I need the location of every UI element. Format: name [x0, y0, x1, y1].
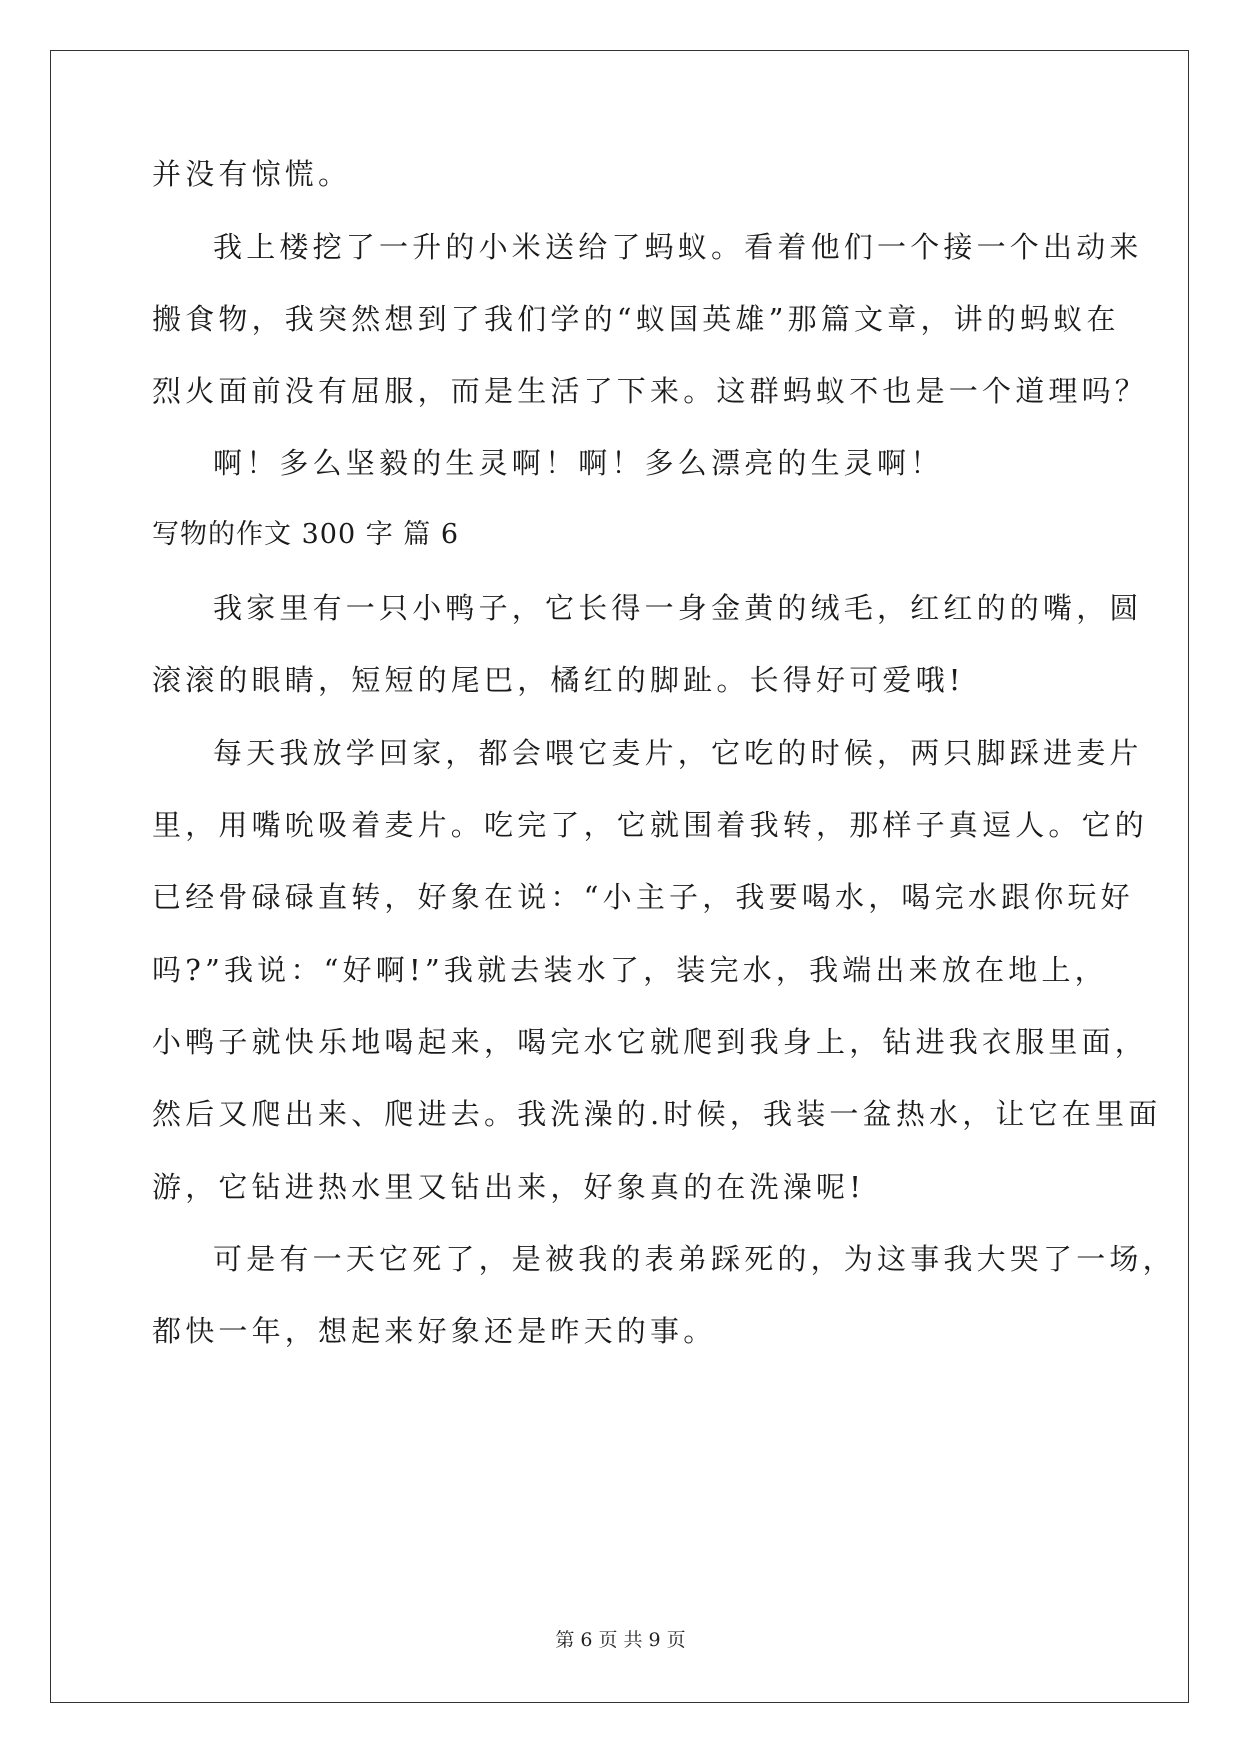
text-line: 搬食物，我突然想到了我们学的“蚁国英雄”那篇文章，讲的蚂蚁在: [152, 302, 1120, 336]
page-number-footer: 第 6 页 共 9 页: [555, 1629, 686, 1651]
text-line: 吗?”我说：“好啊!”我就去装水了，装完水，我端出来放在地上，: [152, 953, 1108, 987]
text-line: 滚滚的眼睛，短短的尾巴，橘红的脚趾。长得好可爱哦!: [152, 663, 965, 697]
text-line: 烈火面前没有屈服，而是生活了下来。这群蚂蚁不也是一个道理吗？: [152, 374, 1149, 408]
text-line: 然后又爬出来、爬进去。我洗澡的.时候，我装一盆热水，让它在里面: [152, 1097, 1162, 1131]
paragraph-line: 啊！多么坚毅的生灵啊！啊！多么漂亮的生灵啊！: [213, 446, 944, 480]
page-border: [50, 50, 1189, 1703]
section-heading: 写物的作文 300 字 篇 6: [152, 519, 460, 550]
paragraph-line: 我家里有一只小鸭子，它长得一身金黄的绒毛，红红的的嘴，圆: [213, 591, 1143, 625]
paragraph-line: 我上楼挖了一升的小米送给了蚂蚁。看着他们一个接一个出动来: [213, 230, 1143, 264]
paragraph-line: 每天我放学回家，都会喂它麦片，它吃的时候，两只脚踩进麦片: [213, 736, 1143, 770]
text-line: 并没有惊慌。: [152, 157, 352, 191]
text-line: 里，用嘴吮吸着麦片。吃完了，它就围着我转，那样子真逗人。它的: [152, 808, 1149, 842]
text-line: 游，它钻进热水里又钻出来，好象真的在洗澡呢!: [152, 1170, 866, 1204]
text-line: 都快一年，想起来好象还是昨天的事。: [152, 1314, 717, 1348]
paragraph-line: 可是有一天它死了，是被我的表弟踩死的，为这事我大哭了一场，: [213, 1242, 1176, 1276]
text-line: 小鸭子就快乐地喝起来，喝完水它就爬到我身上，钻进我衣服里面，: [152, 1025, 1149, 1059]
text-line: 已经骨碌碌直转，好象在说：“小主子，我要喝水，喝完水跟你玩好: [152, 880, 1134, 914]
